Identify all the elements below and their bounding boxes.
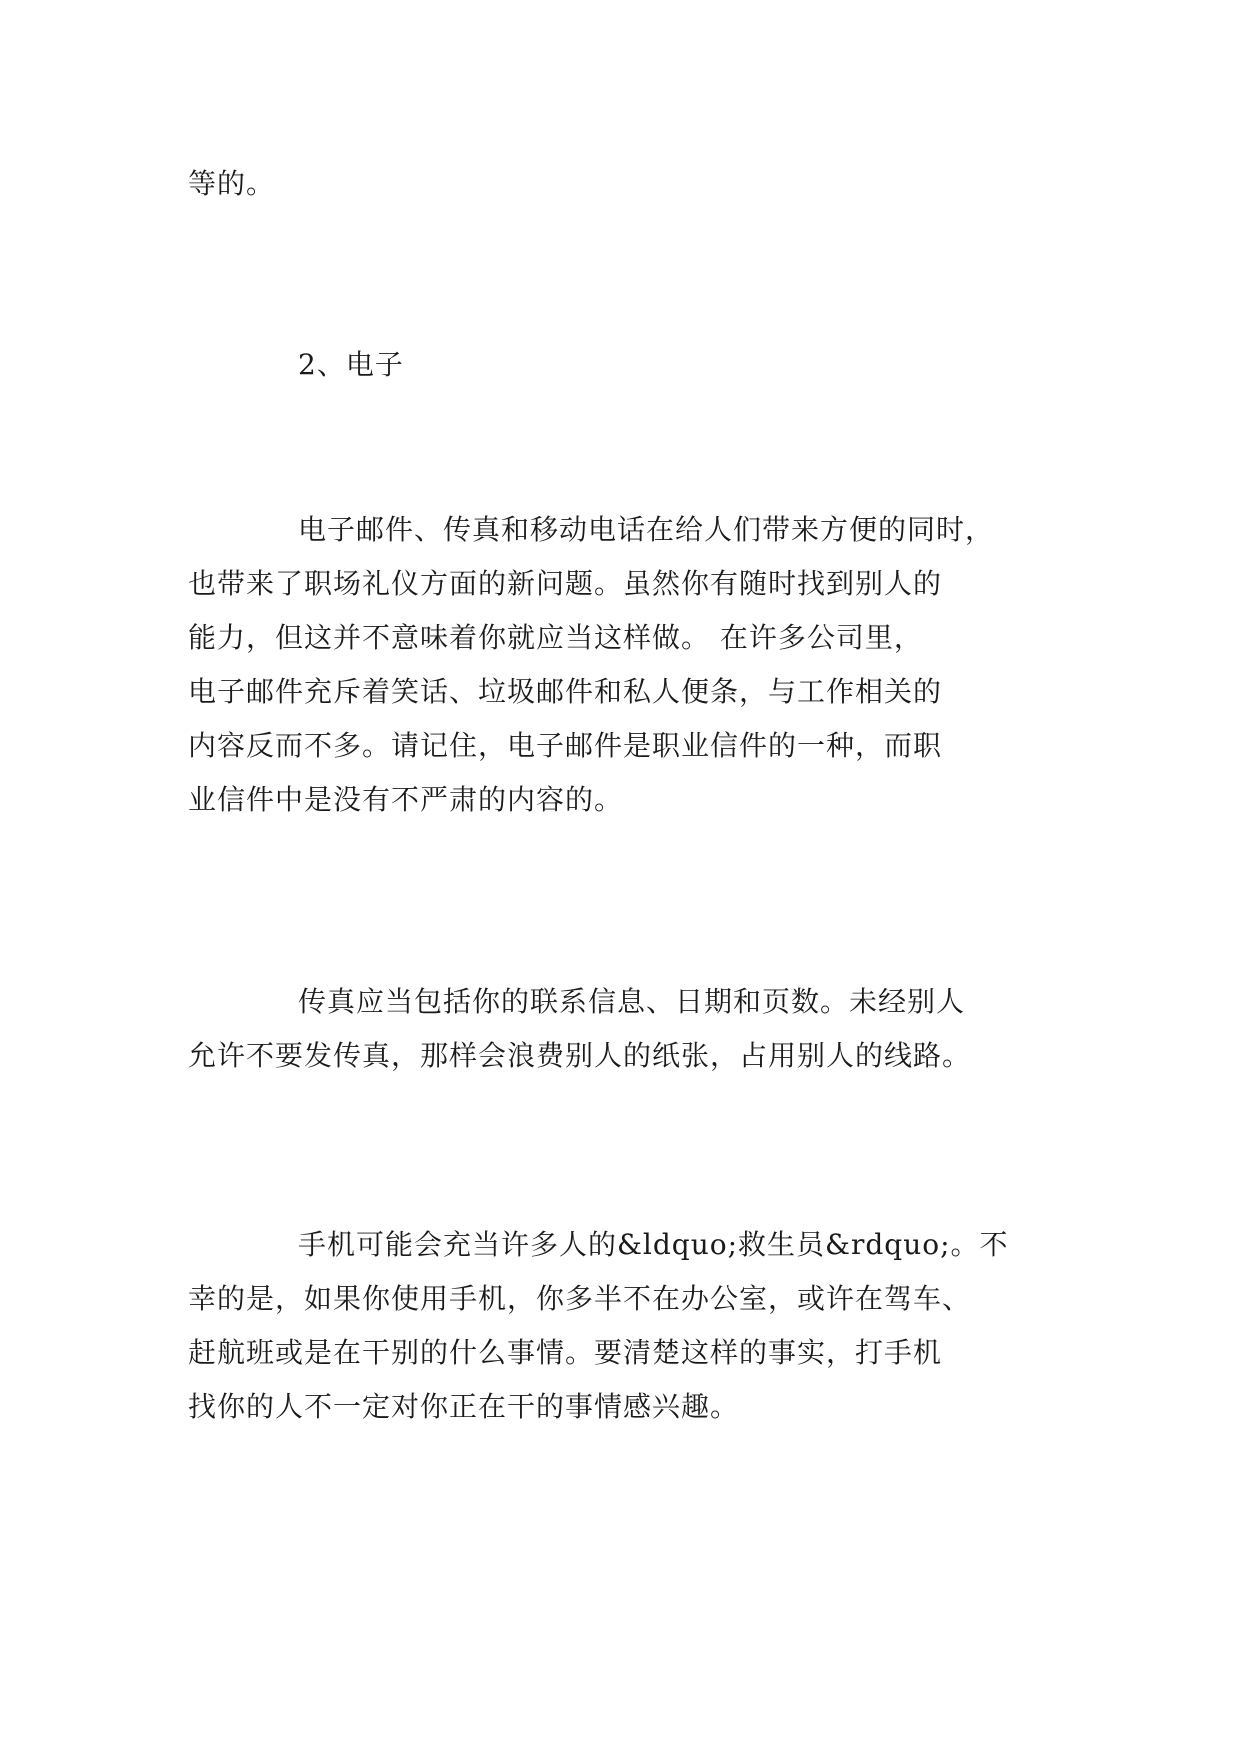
paragraph-email xyxy=(188,503,1054,827)
paragraph-line: 能力，但这并不意味着你就应当这样做。 在许多公司里， xyxy=(188,621,923,654)
paragraph-line: 找你的人不一定对你正在干的事情感兴趣。 xyxy=(188,1390,740,1423)
paragraph-mobile-phone xyxy=(188,1218,1054,1434)
paragraph-line: 赶航班或是在干别的什么事情。要清楚这样的事实，打手机 xyxy=(188,1336,943,1369)
paragraph-line: 幸的是，如果你使用手机，你多半不在办公室，或许在驾车、 xyxy=(188,1282,972,1315)
paragraph-line: 电子邮件、传真和移动电话在给人们带来方便的同时， xyxy=(298,513,995,546)
section-heading-text: 2、电子 xyxy=(298,348,404,381)
paragraph-continuation xyxy=(188,157,1054,211)
paragraph-line: 业信件中是没有不严肃的内容的。 xyxy=(188,783,624,816)
paragraph-line: 手机可能会充当许多人的&ldquo;救生员&rdquo;。不 xyxy=(298,1228,1009,1261)
paragraph-line: 电子邮件充斥着笑话、垃圾邮件和私人便条，与工作相关的 xyxy=(188,675,943,708)
section-heading xyxy=(188,338,1054,392)
paragraph-line: 内容反而不多。请记住，电子邮件是职业信件的一种，而职 xyxy=(188,729,943,762)
paragraph-line: 传真应当包括你的联系信息、日期和页数。未经别人 xyxy=(298,985,966,1018)
paragraph-line: 允许不要发传真，那样会浪费别人的纸张，占用别人的线路。 xyxy=(188,1039,972,1072)
paragraph-fax xyxy=(188,975,1054,1083)
paragraph-line: 也带来了职场礼仪方面的新问题。虽然你有随时找到别人的 xyxy=(188,567,943,600)
paragraph-line: 等的。 xyxy=(188,167,276,200)
